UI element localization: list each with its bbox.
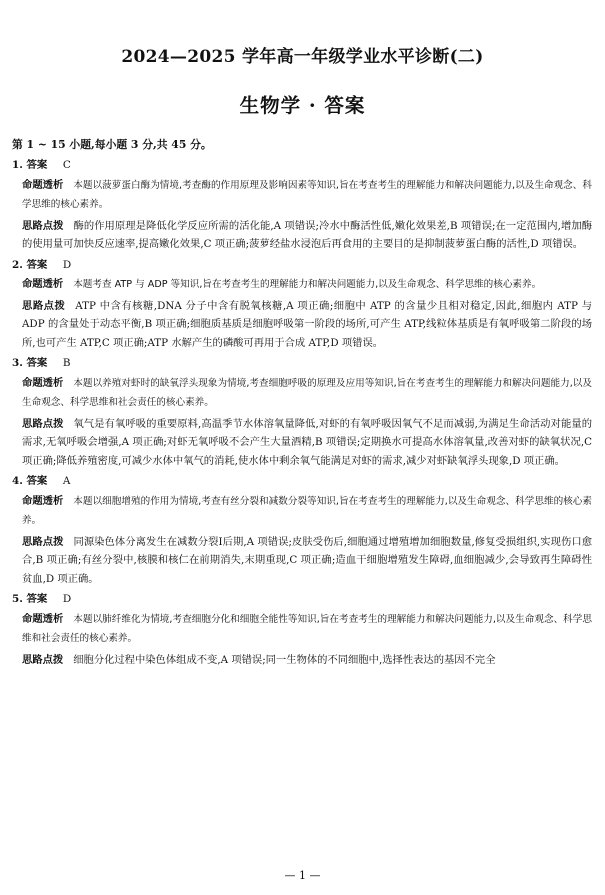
answer-line <box>12 156 592 175</box>
hint-label: 思路点拨 <box>22 299 66 312</box>
answer-label: 答案 <box>26 258 48 271</box>
answer-value: D <box>62 593 72 605</box>
analysis-text: 本题以菠萝蛋白酶为情境,考查酶的作用原理及影响因素等知识,旨在考查考生的理解能力和解决问题能力,以及生命观念、科学思维的核心素养。 <box>22 179 593 210</box>
hint-text: 酶的作用原理是降低化学反应所需的活化能,A 项错误;冷水中酶活性低,嫩化效果差,B 项错误;在一定范围内,增加酶的使用量可加快反应速率,提高嫩化效果,C 项正确;菠萝经盐水浸泡后再食用的主要目的是抑制菠萝蛋白酶的活性,D 项错误。 <box>22 219 593 250</box>
analysis-paragraph <box>12 492 592 531</box>
hint-text: 细胞分化过程中染色体组成不变,A 项错误;同一生物体的不同细胞中,选择性表达的基因不完全 <box>73 653 496 666</box>
analysis-paragraph <box>12 275 592 295</box>
analysis-paragraph <box>12 176 592 215</box>
analysis-text: 本题考查 ATP 与 ADP 等知识,旨在考查考生的理解能力和解决问题能力,以及生命观念、科学思维的核心素养。 <box>73 279 542 290</box>
hint-label: 思路点拨 <box>22 653 64 666</box>
analysis-label: 命题透析 <box>22 494 64 507</box>
question-block <box>12 156 592 254</box>
answer-value: B <box>62 357 71 369</box>
question-block <box>12 590 592 669</box>
answer-label: 答案 <box>26 159 48 171</box>
hint-paragraph <box>12 415 592 471</box>
question-number: 2. <box>12 258 23 271</box>
question-block <box>12 472 592 588</box>
answer-label: 答案 <box>26 593 48 605</box>
page-title: 2024—2025 学年高一年级学业水平诊断(二) <box>121 47 484 67</box>
hint-text: 同源染色体分离发生在减数分裂Ⅰ后期,A 项错误;皮肤受伤后,细胞通过增殖增加细胞数量,修复受损组织,实现伤口愈合,B 项正确;有丝分裂中,核膜和核仁在前期消失,末期重现,C 项正确;造血干细胞增殖发生障碍,血细胞减少,会导致再生障碍性贫血,D 项正确。 <box>22 535 593 585</box>
question-number: 4. <box>12 475 23 487</box>
analysis-label: 命题透析 <box>22 178 64 191</box>
hint-paragraph <box>12 533 592 589</box>
hint-label: 思路点拨 <box>22 535 64 548</box>
hint-paragraph <box>12 297 592 353</box>
analysis-text: 本题以细胞增殖的作用为情境,考查有丝分裂和减数分裂等知识,旨在考查考生的理解能力,以及生命观念、科学思维的核心素养。 <box>22 495 593 526</box>
analysis-text: 本题以养殖对虾时的缺氧浮头现象为情境,考查细胞呼吸的原理及应用等知识,旨在考查考生的理解能力和解决问题能力,以及生命观念、科学思维和社会责任的核心素养。 <box>22 377 593 408</box>
answer-line <box>12 472 592 491</box>
hint-paragraph <box>12 217 592 254</box>
answer-line <box>12 354 592 373</box>
question-number: 5. <box>12 593 23 605</box>
answer-line <box>12 256 592 275</box>
analysis-label: 命题透析 <box>22 278 64 290</box>
answer-list <box>12 156 592 671</box>
question-number: 1. <box>12 159 23 171</box>
answer-value: D <box>62 258 72 271</box>
answer-value: A <box>62 475 71 487</box>
hint-label: 思路点拨 <box>22 417 64 430</box>
hint-text: ATP 中含有核糖,DNA 分子中含有脱氧核糖,A 项正确;细胞中 ATP 的含量少且相对稳定,因此,细胞内 ATP 与 ADP 的含量处于动态平衡,B 项正确;细胞质基质是细胞呼吸第一阶段的场所,可产生 ATP,线粒体基质是有氧呼吸第二阶段的场所,也可产生 ATP,C 项正确;ATP 水解产生的磷酸可再用于合成 ATP,D 项错误。 <box>22 299 593 349</box>
page-subtitle: 生物学 · 答案 <box>239 94 366 117</box>
analysis-label: 命题透析 <box>22 376 64 389</box>
answer-value: C <box>62 159 71 171</box>
hint-text: 氧气是有氧呼吸的重要原料,高温季节水体溶氧量降低,对虾的有氧呼吸因氧气不足而减弱,为满足生命活动对能量的需求,无氧呼吸会增强,A 项正确;对虾无氧呼吸不会产生大量酒精,B 项错误;定期换水可提高水体溶氧量,改善对虾的缺氧状况,C 项正确;降低养殖密度,可减少水体中氧气的消耗,使水体中剩余氧气能满足对虾的需求,减少对虾缺氧浮头现象,D 项正确。 <box>22 417 592 467</box>
answer-label: 答案 <box>26 357 48 369</box>
analysis-text: 本题以肺纤维化为情境,考查细胞分化和细胞全能性等知识,旨在考查考生的理解能力和解决问题能力,以及生命观念、科学思维和社会责任的核心素养。 <box>22 613 593 644</box>
analysis-paragraph <box>12 374 592 413</box>
question-block <box>12 256 592 353</box>
question-block <box>12 354 592 470</box>
hint-label: 思路点拨 <box>22 219 64 232</box>
analysis-paragraph <box>12 610 592 649</box>
section-intro: 第 1 ~ 15 小题,每小题 3 分,共 45 分。 <box>12 138 212 151</box>
page-number: — 1 — <box>284 869 321 882</box>
analysis-label: 命题透析 <box>22 612 64 625</box>
hint-paragraph <box>12 651 592 670</box>
question-number: 3. <box>12 357 23 369</box>
answer-label: 答案 <box>26 475 48 487</box>
answer-line <box>12 590 592 609</box>
